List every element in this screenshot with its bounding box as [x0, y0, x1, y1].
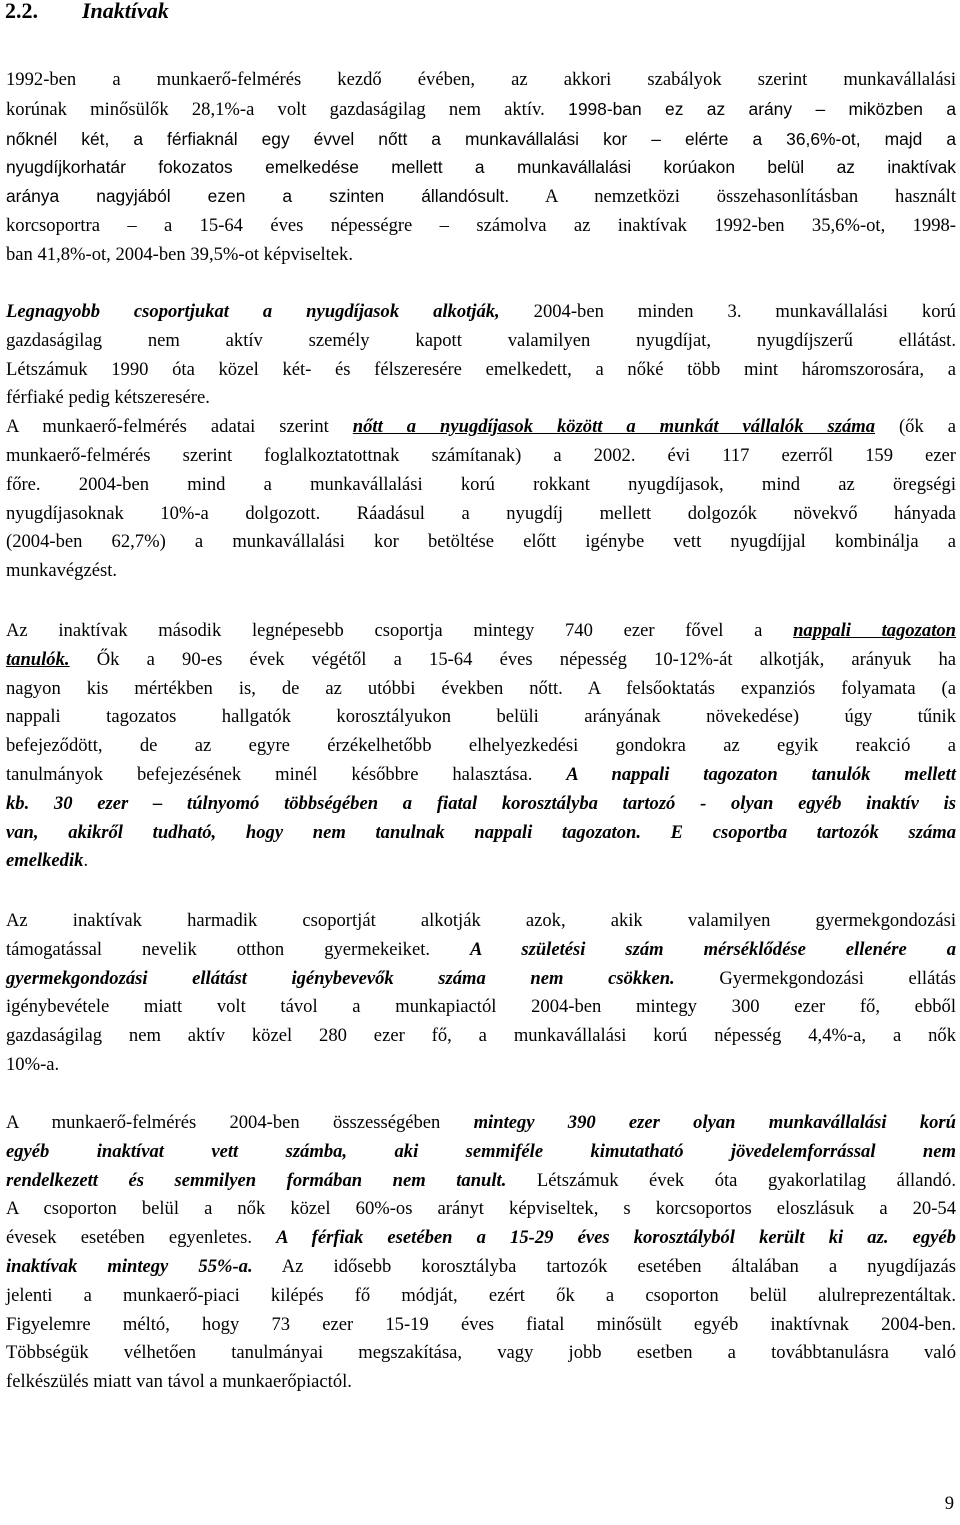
paragraph-other-inactive	[6, 1109, 956, 1397]
paragraph-childcare	[6, 907, 956, 1080]
emphasis: tanulók.	[6, 648, 70, 670]
text-line: gazdaságilag nem aktív személy kapott valamilyen nyugdíjat, nyugdíjszerű ellátást.	[6, 329, 956, 351]
text-line: 10%-a.	[6, 1053, 60, 1075]
text-line: munkaerő-felmérés szerint foglalkoztatottnak számítanak) a 2002. évi 117 ezerről 159 ezer	[6, 444, 956, 466]
text-line: 1992-ben a munkaerő-felmérés kezdő évében, az akkori szabályok szerint munkavállalási	[6, 69, 956, 90]
text-line: munkavégzést.	[6, 560, 118, 582]
text-line: évesek esetében egyenletes. A férfiak esetében a 15-29 éves korosztályból került ki az. egyéb	[6, 1227, 956, 1249]
text-line: támogatással nevelik otthon gyermekeiket. A születési szám mérséklődése ellenére a	[6, 938, 956, 960]
emphasis: emelkedik	[6, 850, 84, 872]
emphasis: inaktívak mintegy 55%-a.	[6, 1255, 253, 1277]
text-line: férfiaké pedig kétszeresére.	[6, 387, 210, 409]
section-heading	[5, 0, 169, 26]
emphasis: Legnagyobb csoportjukat a nyugdíjasok alkotják,	[6, 301, 500, 322]
paragraph-students	[6, 617, 956, 876]
text-line: ban 41,8%-ot, 2004-ben 39,5%-ot képviseltek.	[6, 243, 354, 265]
text-line: inaktívak mintegy 55%-a. Az idősebb korosztályba tartozók esetében általában a nyugdíjazás	[6, 1255, 957, 1277]
paragraph-pensioners	[6, 298, 956, 586]
text-line: A munkaerő-felmérés 2004-ben összességében mintegy 390 ezer olyan munkavállalási korú	[6, 1112, 956, 1133]
text-line: Az inaktívak harmadik csoportját alkotják azok, akik valamilyen gyermekgondozási	[6, 910, 956, 931]
text-line: Legnagyobb csoportjukat a nyugdíjasok alkotják, 2004-ben minden 3. munkavállalási korú	[6, 301, 956, 322]
text-line: gazdaságilag nem aktív közel 280 ezer fő, a munkavállalási korú népesség 4,4%-a, a nők	[6, 1025, 956, 1047]
emphasis: gyermekgondozási ellátást igénybevevők száma nem csökken.	[6, 967, 675, 989]
text-line: Figyelemre méltó, hogy 73 ezer 15-19 éves fiatal minősült egyéb inaktívnak 2004-ben.	[6, 1313, 956, 1335]
text-line: gyermekgondozási ellátást igénybevevők száma nem csökken. Gyermekgondozási ellátás	[6, 967, 956, 989]
text-line: tanulmányok befejezésének minél későbbre halasztása. A nappali tagozaton tanulók mellett	[6, 763, 956, 785]
text-line: A munkaerő-felmérés adatai szerint nőtt a nyugdíjasok között a munkát vállalók száma (ők a	[6, 416, 956, 438]
emphasis: nappali tagozaton	[793, 620, 957, 641]
text-line: rendelkezett és semmilyen formában nem tanult. Létszámuk évek óta gyakorlatilag állandó.	[6, 1169, 957, 1191]
text-line: emelkedik.	[6, 850, 89, 872]
text-line: főre. 2004-ben mind a munkavállalási korú rokkant nyugdíjasok, mind az öregségi	[6, 473, 956, 495]
text-line: nyugdíjasoknak 10%-a dolgozott. Ráadásul a nyugdíj mellett dolgozók növekvő hányada	[6, 502, 956, 524]
paragraph-inactive-share	[6, 66, 956, 270]
text-line: nagyon kis mértékben is, de az utóbbi években nőtt. A felsőoktatás expanziós folyamata (a	[6, 677, 956, 699]
emphasis: A férfiak esetében a 15-29 éves korosztályból került ki az. egyéb	[276, 1227, 956, 1249]
text-line: van, akikről tudható, hogy nem tanulnak nappali tagozaton. E csoportba tartozók száma	[6, 821, 956, 843]
emphasis: A születési szám mérséklődése ellenére a	[470, 938, 956, 960]
text-line: nőknél két, a férfiaknál egy évvel nőtt a munkavállalási kor ‒ elérte a 36,6%-ot, majd a	[6, 128, 956, 149]
text-line: korcsoportra – a 15-64 éves népességre – számolva az inaktívak 1992-ben 35,6%-ot, 1998-	[6, 214, 956, 236]
text-line: (2004-ben 62,7%) a munkavállalási kor betöltése előtt igénybe vett nyugdíjjal kombinálja a	[6, 531, 956, 553]
page-number: 9	[944, 1493, 954, 1514]
text-line: nyugdíjkorhatár fokozatos emelkedése mellett a munkavállalási korúakon belül az inaktívak	[6, 157, 956, 178]
text-line: korúnak minősülők 28,1%-a volt gazdaságilag nem aktív. 1998-ban ez az arány ‒ miközben a	[6, 98, 956, 120]
text-line: tanulók. Ők a 90-es évek végétől a 15-64 éves népesség 10-12%-át alkotják, arányuk ha	[6, 648, 956, 670]
emphasis: A nappali tagozaton tanulók mellett	[566, 763, 956, 785]
emphasis: mintegy 390 ezer olyan munkavállalási korú	[473, 1112, 956, 1133]
text-line: aránya nagyjából ezen a szinten állandósult. A nemzetközi összehasonlításban használt	[6, 186, 956, 208]
text-line: jelenti a munkaerő-piaci kilépés fő módját, ezért ők a csoporton belül alulreprezentáltak.	[6, 1284, 956, 1306]
text-line: egyéb inaktívat vett számba, aki semmiféle kimutatható jövedelemforrással nem	[6, 1140, 956, 1162]
text-line: igénybevétele miatt volt távol a munkapiactól 2004-ben mintegy 300 ezer fő, ebből	[6, 996, 956, 1018]
text-line: A csoporton belül a nők közel 60%-os arányt képviseltek, s korcsoportos eloszlásuk a 20-54	[6, 1198, 956, 1220]
text-line: kb. 30 ezer – túlnyomó többségében a fiatal korosztályba tartozó - olyan egyéb inaktív is	[6, 792, 956, 814]
text-line: nappali tagozatos hallgatók korosztályukon belüli arányának növekedése) úgy tűnik	[6, 706, 956, 728]
emphasis: nőtt a nyugdíjasok között a munkát vállalók száma	[352, 416, 875, 438]
text-line: befejeződött, de az egyre érzékelhetőbb elhelyezkedési gondokra az egyik reakció a	[6, 735, 956, 757]
text-line: felkészülés miatt van távol a munkaerőpiactól.	[6, 1371, 352, 1393]
text-line: Többségük vélhetően tanulmányai megszakítása, vagy jobb esetben a továbbtanulásra való	[6, 1342, 956, 1364]
section-title: Inaktívak	[82, 0, 169, 23]
emphasis: rendelkezett és semmilyen formában nem tanult.	[6, 1169, 507, 1191]
text-line: Létszámuk 1990 óta közel két- és félszeresére emelkedett, a nőké több mint háromszorosára, a	[6, 358, 956, 380]
section-number: 2.2.	[5, 0, 38, 23]
text-line: Az inaktívak második legnépesebb csoportja mintegy 740 ezer fővel a nappali tagozaton	[6, 620, 957, 641]
